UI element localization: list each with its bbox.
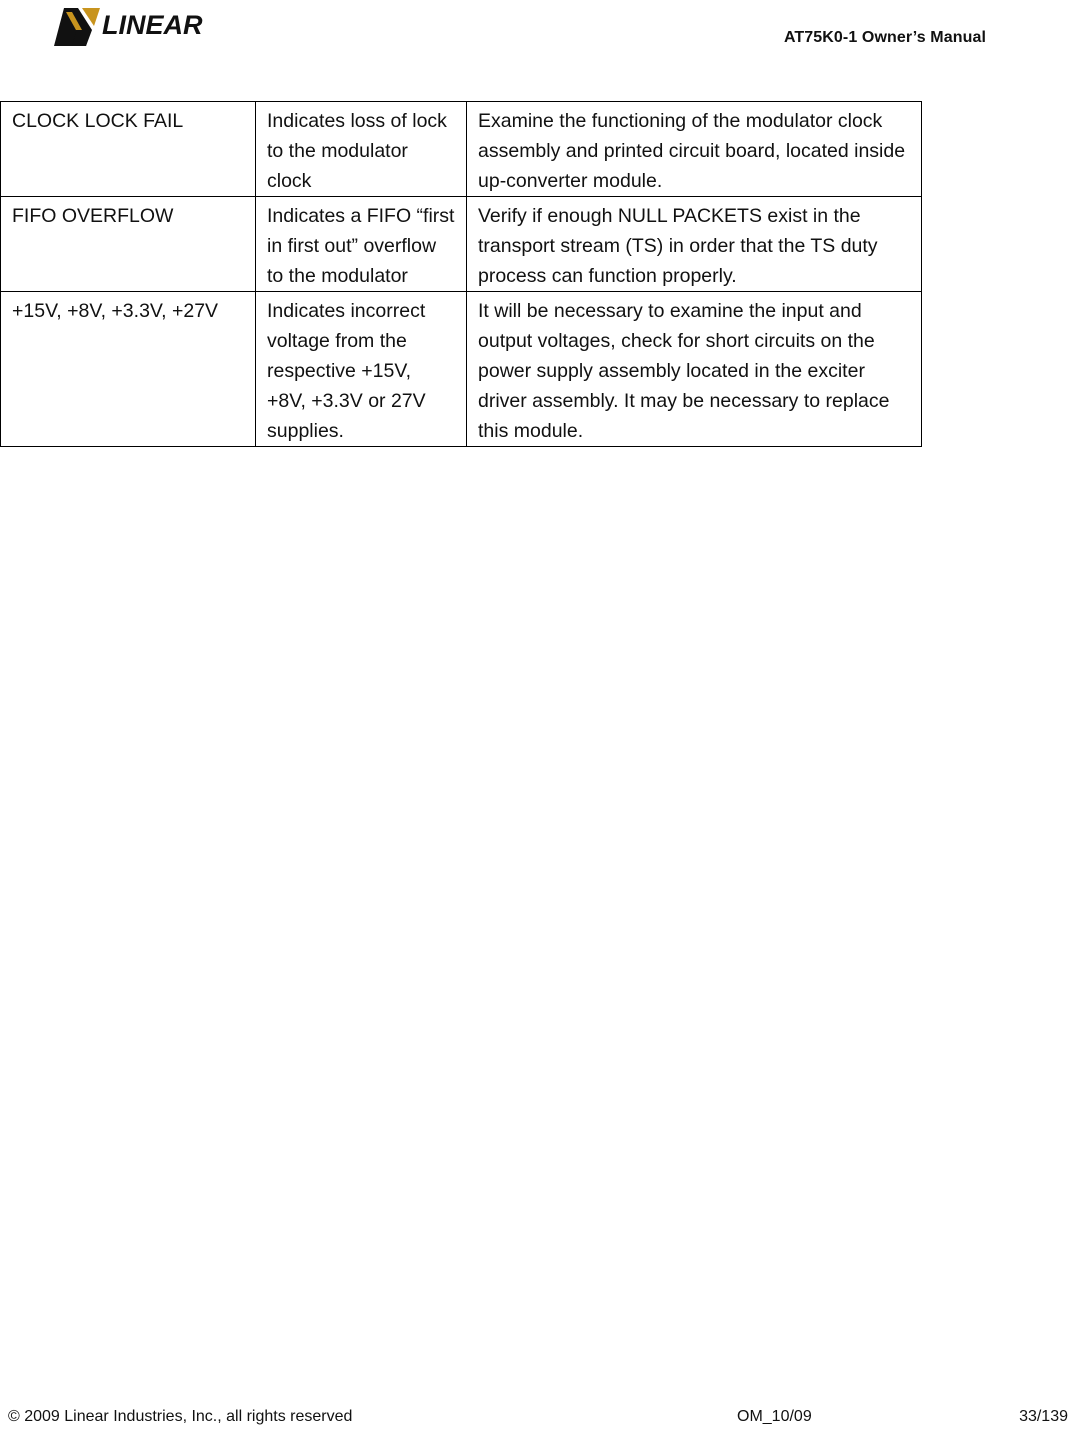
action-cell: Examine the functioning of the modulator clock assembly and printed circuit board, located inside up-converter module. — [467, 102, 922, 197]
meaning-cell: Indicates incorrect voltage from the respective +15V, +8V, +3.3V or 27V supplies. — [256, 292, 467, 447]
page-number: 33/139 — [1019, 1408, 1068, 1425]
action-cell: It will be necessary to examine the input and output voltages, check for short circuits on the power supply assembly located in the exciter driver assembly. It may be necessary to replace this module. — [467, 292, 922, 447]
meaning-cell: Indicates a FIFO “first in first out” overflow to the modulator — [256, 197, 467, 292]
table-row — [1, 292, 922, 447]
table-row — [1, 197, 922, 292]
table-row — [1, 102, 922, 197]
action-cell: Verify if enough NULL PACKETS exist in the transport stream (TS) in order that the TS duty process can function properly. — [467, 197, 922, 292]
linear-logo — [52, 2, 212, 48]
meaning-cell: Indicates loss of lock to the modulator clock — [256, 102, 467, 197]
alarm-cell: +15V, +8V, +3.3V, +27V — [1, 292, 256, 447]
document-code: OM_10/09 — [737, 1408, 812, 1425]
svg-text:LINEAR: LINEAR — [102, 10, 203, 40]
document-title: AT75K0-1 Owner’s Manual — [783, 29, 986, 46]
alarm-cell: CLOCK LOCK FAIL — [1, 102, 256, 197]
page-footer — [0, 1408, 1070, 1428]
copyright-text: © 2009 Linear Industries, Inc., all rights reserved — [8, 1408, 353, 1425]
alarm-cell: FIFO OVERFLOW — [1, 197, 256, 292]
page-header — [0, 0, 1070, 60]
troubleshooting-table — [0, 101, 922, 447]
